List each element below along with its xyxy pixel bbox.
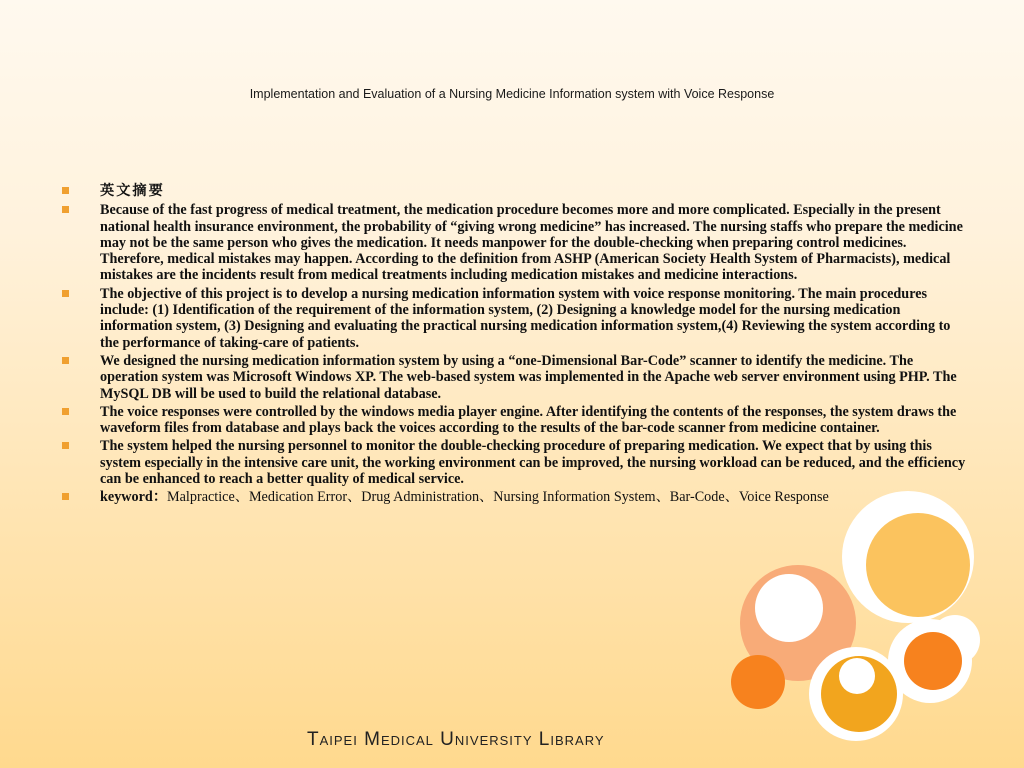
bullet-results: [58, 438, 968, 487]
keyword-value: Malpractice、Medication Error、Drug Administration、Nursing Information System、Bar-Code、Voice Response: [167, 489, 829, 506]
footer-library-name: Taipei Medical University Library: [307, 729, 605, 750]
bullet-marker-icon: [62, 290, 69, 297]
bullet-marker-icon: [62, 206, 69, 213]
bullet-voice: [58, 404, 968, 437]
deco-circle-ring-orange: [904, 632, 962, 690]
abstract-bullet-list: [58, 183, 968, 508]
bullet-marker-icon: [62, 442, 69, 449]
bullet-design: [58, 353, 968, 402]
bullet-text: 英文摘要: [100, 183, 165, 199]
bullet-text: The system helped the nursing personnel to monitor the double-checking procedure of preparing medication. We expect that by using this system especially in the intensive care unit, the working environment can be improved, the nursing workload can be reduced, and the efficiency can be enhanced to reach a better quality of medical service.: [100, 438, 966, 488]
deco-circle-large-gold: [866, 513, 970, 617]
slide-title: Implementation and Evaluation of a Nursing Medicine Information system with Voice Response: [249, 87, 775, 101]
bullet-text: We designed the nursing medication information system by using a “one-Dimensional Bar-Code” scanner to identify the medicine. The operation system was Microsoft Windows XP. The web-based system was implemented in the Apache web server environment using PHP. The MySQL DB will be used to build the relational database.: [100, 352, 957, 402]
deco-circle-small-orange: [731, 655, 785, 709]
bullet-text: Because of the fast progress of medical treatment, the medication procedure becomes more and more complicated. Especially in the present national health insurance environment, the probability of “giving wrong medicine” has increased. The nursing staffs who prepare the medicine may not be the same person who gives the medication. It needs manpower for the double-checking when preparing control medicines. Therefore, medical mistakes may happen. According to the definition from ASHP (American Society Health System of Pharmacists), medical mistakes are the incidents result from medical treatments including medication mistakes and medicine interactions.: [100, 202, 963, 284]
deco-circle-peach-inner: [755, 574, 823, 642]
bullet-heading-cn: [58, 183, 968, 199]
bullet-background: [58, 202, 968, 283]
bullet-objective: [58, 286, 968, 351]
bullet-text: The voice responses were controlled by the windows media player engine. After identifying the contents of the responses, the system draws the waveform files from database and plays back the voices according to the results of the bar-code scanner from medicine container.: [100, 403, 957, 437]
bullet-marker-icon: [62, 408, 69, 415]
bullet-marker-icon: [62, 357, 69, 364]
bullet-text: The objective of this project is to develop a nursing medication information system with voice response monitoring. The main procedures include: (1) Identification of the requirement of the information system, (2) Designing a knowledge model for the nursing medication information system, (3) Designing and evaluating the practical nursing medication information system,(4) Reviewing the system according to the performance of taking-care of patients.: [100, 285, 951, 351]
deco-circle-bottom-inner: [839, 658, 875, 694]
bullet-marker-icon: [62, 493, 69, 500]
bullet-keyword: [58, 489, 968, 505]
bullet-marker-icon: [62, 187, 69, 194]
keyword-label: keyword: [100, 489, 153, 506]
keyword-separator: ：: [152, 489, 168, 506]
